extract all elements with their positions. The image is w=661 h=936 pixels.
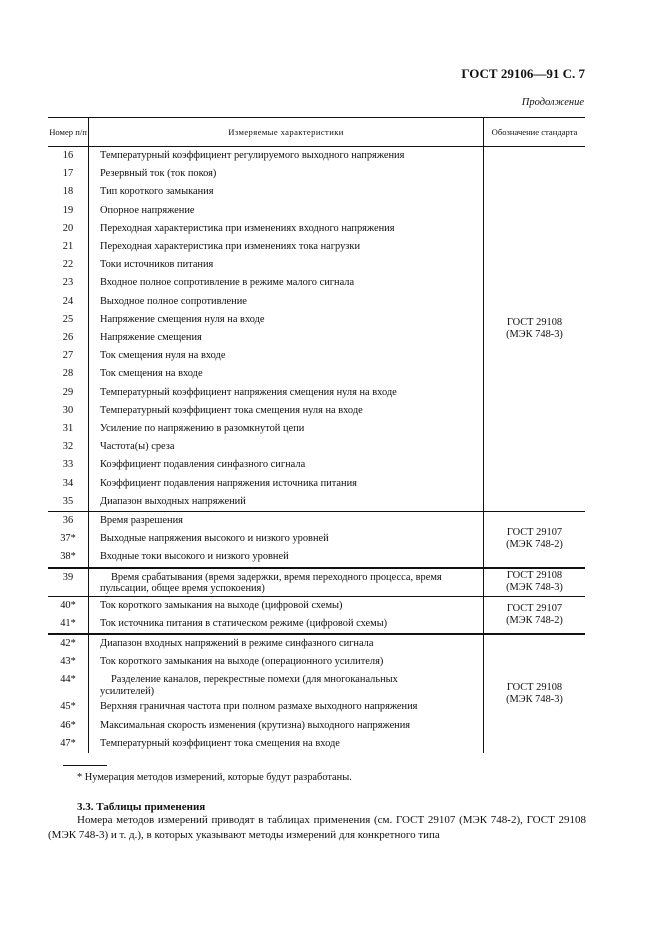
- row-number: 20: [48, 220, 89, 238]
- row-number: 23: [48, 274, 89, 292]
- table-row: [48, 596, 585, 615]
- standard-iec: (МЭК 748-3): [506, 582, 563, 594]
- standard-iec: (МЭК 748-3): [506, 694, 563, 706]
- header-characteristics: Измеряемые характеристики: [89, 118, 484, 147]
- row-number: 17: [48, 165, 89, 183]
- row-characteristic: Коэффициент подавления синфазного сигнала: [100, 459, 306, 471]
- row-characteristic: Ток источника питания в статическом режиме (цифровой схемы): [100, 617, 388, 629]
- standard-code: ГОСТ 29107: [506, 527, 563, 539]
- group-standard: [484, 147, 586, 512]
- row-characteristic: Верхняя граничная частота при полном размахе выходного напряжения: [100, 701, 418, 713]
- row-number: 28: [48, 365, 89, 383]
- row-number: 42*: [48, 634, 89, 653]
- row-characteristic: Напряжение смещения нуля на входе: [100, 313, 265, 325]
- group-standard: [484, 596, 586, 634]
- row-number: 31: [48, 420, 89, 438]
- row-number: 25: [48, 311, 89, 329]
- row-number: 19: [48, 202, 89, 220]
- row-characteristic: Ток короткого замыкания на выходе (цифровой схемы): [89, 596, 484, 615]
- row-characteristic: Диапазон входных напряжений в режиме синфазного сигнала: [89, 634, 484, 653]
- row-characteristic: Тип короткого замыкания: [100, 186, 214, 198]
- row-characteristic-line2: усилителей): [100, 685, 155, 697]
- row-characteristic: Коэффициент подавления напряжения источника питания: [100, 477, 357, 489]
- row-number: 36: [48, 512, 89, 531]
- row-number: 37*: [48, 530, 89, 548]
- row-characteristic: [89, 671, 484, 698]
- footnote: * Нумерация методов измерений, которые будут разработаны.: [77, 772, 352, 783]
- row-number: 40*: [48, 596, 89, 615]
- row-number: 35: [48, 493, 89, 512]
- row-characteristic: Максимальная скорость изменения (крутизна) выходного напряжения: [100, 719, 411, 731]
- row-characteristic: Ток короткого замыкания на выходе (операционного усилителя): [100, 656, 384, 668]
- standard-iec: (МЭК 748-2): [506, 614, 563, 626]
- header-standard: Обозначение стандарта: [484, 118, 586, 147]
- row-characteristic: Температурный коэффициент регулируемого выходного напряжения: [100, 150, 405, 161]
- row-number: 26: [48, 329, 89, 347]
- standard-code: ГОСТ 29108: [506, 317, 563, 329]
- footnote-divider: [63, 765, 107, 766]
- row-characteristic: Напряжение смещения: [100, 332, 202, 344]
- row-characteristic: Переходная характеристика при изменениях входного напряжения: [100, 222, 395, 234]
- row-number: 46*: [48, 717, 89, 735]
- row-characteristic: Температурный коэффициент тока смещения на входе: [100, 737, 340, 749]
- table-row: [48, 147, 585, 166]
- row-number: 21: [48, 238, 89, 256]
- table-header-row: [48, 118, 585, 147]
- row-number: 43*: [48, 653, 89, 671]
- row-number: 33: [48, 456, 89, 474]
- row-number: 45*: [48, 698, 89, 716]
- row-characteristic: Переходная характеристика при изменениях тока нагрузки: [100, 241, 361, 253]
- standard-iec: (МЭК 748-2): [506, 539, 563, 551]
- table-row: [48, 634, 585, 653]
- row-characteristic: Температурный коэффициент напряжения смещения нуля на входе: [100, 386, 397, 398]
- row-number: 32: [48, 438, 89, 456]
- row-characteristic-line1: Разделение каналов, перекрестные помехи (для многоканальных: [111, 674, 398, 686]
- row-characteristic: Токи источников питания: [100, 259, 214, 271]
- standard-code: ГОСТ 29108: [506, 570, 563, 582]
- row-characteristic: Усиление по напряжению в разомкнутой цепи: [100, 423, 305, 435]
- row-number: 18: [48, 183, 89, 201]
- row-characteristic: Температурный коэффициент тока смещения нуля на входе: [100, 404, 363, 416]
- section-heading: 3.3. Таблицы применения: [77, 801, 206, 813]
- standard-code: ГОСТ 29107: [506, 602, 563, 614]
- row-characteristic: Опорное напряжение: [100, 204, 195, 216]
- row-characteristic-line1: Время срабатывания (время задержки, время переходного процесса, время: [111, 571, 442, 583]
- row-characteristic: Ток смещения нуля на входе: [100, 350, 226, 362]
- row-number: 27: [48, 347, 89, 365]
- row-characteristic: Частота(ы) среза: [100, 441, 175, 453]
- group-standard: [484, 568, 586, 597]
- page-header: ГОСТ 29106—91 С. 7: [461, 66, 585, 81]
- header-number: Номер п/п: [48, 118, 89, 147]
- row-number: 47*: [48, 735, 89, 753]
- standard-iec: (МЭК 748-3): [506, 329, 563, 341]
- continuation-label: Продолжение: [521, 97, 584, 108]
- row-number: 24: [48, 293, 89, 311]
- group-standard: [484, 634, 586, 753]
- row-number: 44*: [48, 671, 89, 698]
- row-characteristic-line2: пульсации, общее время успокоения): [100, 583, 265, 595]
- row-characteristic: Резервный ток (ток покоя): [100, 168, 217, 180]
- table-row: [48, 512, 585, 531]
- row-characteristic: Выходное полное сопротивление: [100, 295, 247, 307]
- group-standard: [484, 512, 586, 568]
- row-characteristic: Ток смещения на входе: [100, 368, 203, 380]
- row-characteristic: Входное полное сопротивление в режиме малого сигнала: [100, 277, 355, 289]
- row-characteristic: Диапазон выходных напряжений: [100, 495, 246, 507]
- row-number: 39: [48, 568, 89, 597]
- row-number: 38*: [48, 548, 89, 567]
- row-number: 34: [48, 475, 89, 493]
- row-characteristic: Выходные напряжения высокого и низкого уровней: [100, 533, 329, 545]
- measurement-table: [48, 117, 585, 753]
- table-row: [48, 568, 585, 597]
- row-characteristic: [89, 568, 484, 597]
- section-paragraph: Номера методов измерений приводят в таблицах применения (см. ГОСТ 29107 (МЭК 748-2), ГОСТ 29108 (МЭК 748-3) и т. д.), в которых указывают методы измерений для конкретного типа: [48, 814, 586, 841]
- row-number: 41*: [48, 615, 89, 634]
- row-characteristic: Время разрешения: [89, 512, 484, 531]
- row-number: 30: [48, 402, 89, 420]
- standard-code: ГОСТ 29108: [506, 682, 563, 694]
- row-number: 16: [48, 147, 89, 166]
- row-characteristic: Входные токи высокого и низкого уровней: [100, 551, 289, 563]
- row-number: 22: [48, 256, 89, 274]
- row-number: 29: [48, 384, 89, 402]
